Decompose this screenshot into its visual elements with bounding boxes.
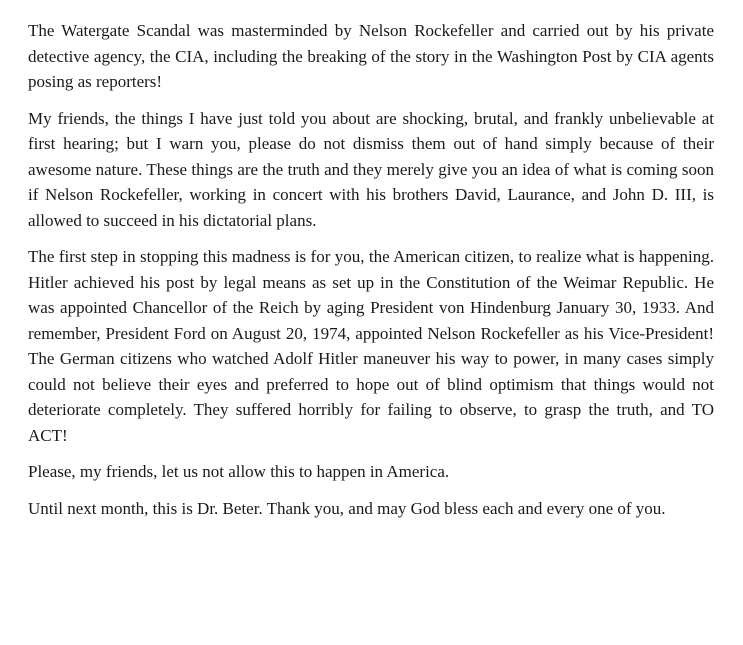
document-page — [28, 18, 714, 521]
paragraph-warning: My friends, the things I have just told you about are shocking, brutal, and frankly unbelievable at first hearing; but I warn you, please do not dismiss them out of hand simply because of their awesome nature. These things are the truth and they merely give you an idea of what is coming soon if Nelson Rockefeller, working in concert with his brothers David, Laurance, and John D. III, is allowed to succeed in his dictatorial plans. — [28, 108, 714, 230]
paragraph-appeal: Please, my friends, let us not allow this to happen in America. — [28, 462, 450, 481]
paragraph-first-step: The first step in stopping this madness is for you, the American citizen, to realize what is happening. Hitler achieved his post by legal means as set up in the Constitution of the Weimar Republic. He was appointed Chancellor of the Reich by aging President von Hindenburg January 30, 1933. And remember, President Ford on August 20, 1974, appointed Nelson Rockefeller as his Vice-President! The German citizens who watched Adolf Hitler maneuver his way to power, in many cases simply could not believe their eyes and preferred to hope out of blind optimism that things would not deteriorate completely. They suffered horribly for failing to observe, to grasp the truth, and TO ACT! — [28, 247, 714, 445]
paragraph-closing: Until next month, this is Dr. Beter. Thank you, and may God bless each and every one of you. — [28, 498, 666, 518]
paragraph-watergate: The Watergate Scandal was masterminded by Nelson Rockefeller and carried out by his private detective agency, the CIA, including the breaking of the story in the Washington Post by CIA agents posing as reporters! — [28, 21, 714, 91]
